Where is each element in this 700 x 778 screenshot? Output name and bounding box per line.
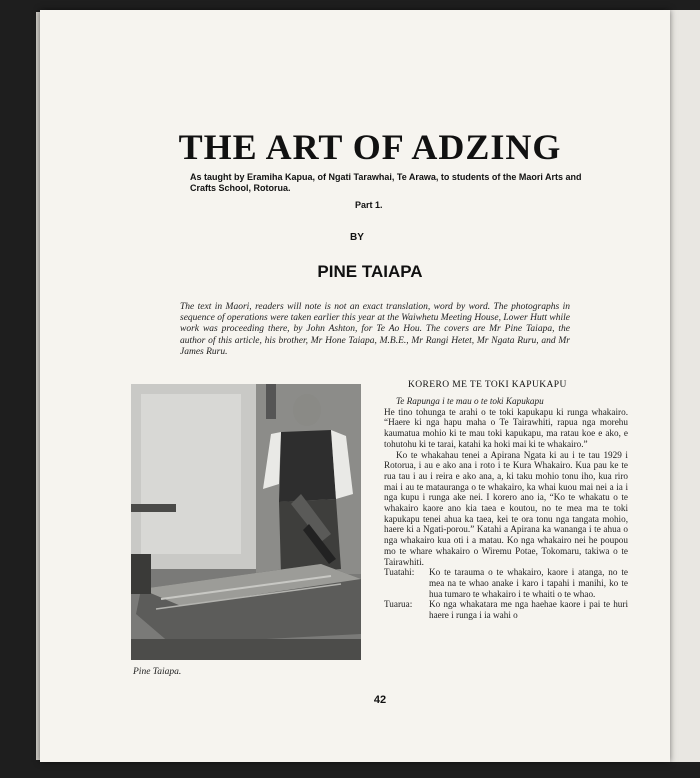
item-text: Ko nga whakatara me nga haehae kaore i pai te huri haere i runga i ia wahi o	[429, 599, 628, 621]
page-number: 42	[373, 694, 387, 706]
article-subtitle: As taught by Eramiha Kapua, of Ngati Tarawhai, Te Arawa, to students of the Maori Arts and Crafts School, Rotorua.	[190, 172, 582, 193]
facing-page-edge	[670, 10, 700, 762]
list-item-tuatahi	[384, 567, 628, 599]
item-label: Tuarua:	[384, 599, 413, 610]
item-text: Ko te tarauma o te whakairo, kaore i atanga, no te mea na te whao anake i karo i tapahi i manihi, ko te hua tumaro te whakairo i te whaiti o te whao.	[429, 567, 628, 599]
intro-paragraph: The text in Maori, readers will note is not an exact translation, word by word. The photographs in sequence of operations were taken earlier this year at the Waiwhetu Meeting House, Lower Hutt while work was proceeding there, by John Ashton, for Te Ao Hou. The covers are Mr Pine Taiapa, the author of this article, his brother, Mr Hone Taiapa, M.B.E., Mr Rangi Hetet, Mr Ngata Ruru, and Mr James Ruru.	[180, 302, 570, 357]
byline-by: BY	[350, 232, 364, 243]
item-label: Tuatahi:	[384, 567, 415, 578]
list-item-tuarua	[384, 599, 628, 620]
carver-photo	[131, 384, 361, 660]
photo-illustration	[131, 384, 361, 660]
paragraph-2: Ko te whakahau tenei a Apirana Ngata ki au i te tau 1929 i Rotorua, i au e ako ana i roto i te Kura Whakairo. Kua pau ke te rua tau i au i reira e ako ana, a, ki taku mohio tonu iho, kua riro mai i au te matauranga o te whakairo, ka whai kuou mai nei a ia i nga kupu i runga ake nei. I korero ano ia, “Ko te whakatu o te whakairo kaore ano kia taea e koutou, no te mea ma te toki kapukapu tenei ahua ka taea, kei te ora tonu nga tangata mohio, haere ki a Ngati-porou.” Katahi a Apirana ka wananga i te ahua o nga whakairo kua oti i a matau. Ko nga whakairo nei he poupou mo te whare whakairo o Wiremu Potae, Tokomaru, takiwa o te Tairawhiti.	[384, 449, 628, 567]
article-title: THE ART OF ADZING	[178, 127, 562, 167]
paragraph-1: He tino tohunga te arahi o te toki kapukapu ki runga whakairo. “Haere ki nga hapu maha o Te Tairawhiti, rapua nga morehu kaumatua mohio ki te mau toki kapukapu, ma ratau koe e ako, e tohutohu ki te tarai, katahi ka hoki mai ki te whakairo.”	[384, 406, 628, 449]
part-label: Part 1.	[355, 200, 383, 210]
body-column	[384, 396, 628, 621]
photo-caption: Pine Taiapa.	[133, 667, 182, 677]
lead-line: Te Rapunga i te mau o te toki Kapukapu	[396, 396, 544, 406]
author-name: PINE TAIAPA	[317, 262, 423, 281]
section-heading: KORERO ME TE TOKI KAPUKAPU	[408, 380, 567, 390]
